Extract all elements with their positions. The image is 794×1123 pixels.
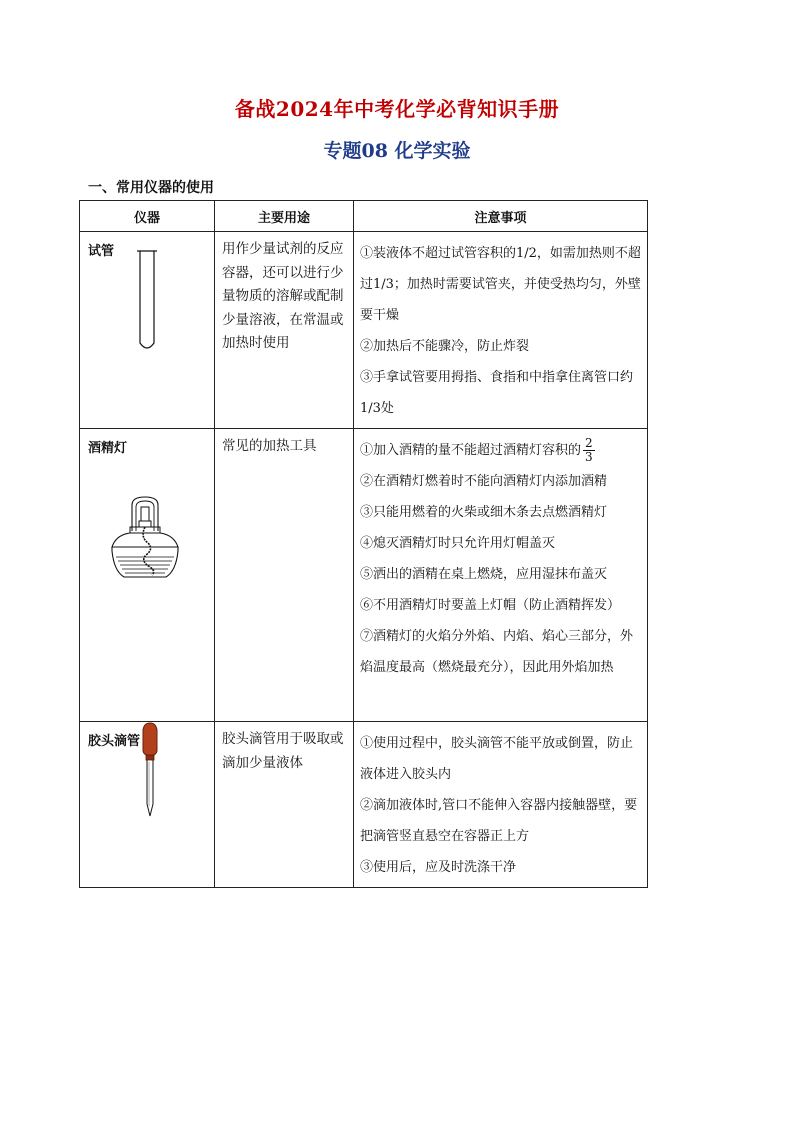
notes-cell: [354, 429, 648, 722]
instrument-name: 胶头滴管: [88, 734, 141, 749]
note-item: ③手拿试管要用拇指、食指和中指拿住离管口约1/3处: [360, 370, 634, 416]
notes-cell: [354, 232, 648, 429]
header-usage: 主要用途: [215, 201, 354, 232]
note-item: [360, 435, 641, 466]
instrument-name: 试管: [88, 244, 115, 259]
usage-cell: 胶头滴管用于吸取或滴加少量液体: [215, 722, 354, 888]
instrument-table: [79, 200, 648, 888]
note-item: ①装液体不超过试管容积的1/2，如需加热则不超过1/3；加热时需要试管夹，并使受热均匀，外壁要干燥: [360, 246, 641, 323]
header-notes: 注意事项: [354, 201, 648, 232]
table-row: [80, 429, 648, 722]
usage-cell: 常见的加热工具: [215, 429, 354, 722]
test-tube-icon: [136, 249, 158, 357]
instrument-cell: [80, 429, 215, 722]
document-title: 备战2024年中考化学必背知识手册: [234, 97, 560, 121]
table-header-row: [80, 201, 648, 232]
usage-cell: 用作少量试剂的反应容器，还可以进行少量物质的溶解或配制少量溶液，在常温或加热时使用: [215, 232, 354, 429]
dropper-icon: [138, 722, 162, 822]
note-item: ②加热后不能骤冷，防止炸裂: [360, 339, 530, 354]
fraction: [583, 437, 595, 464]
note-item: ⑤洒出的酒精在桌上燃烧，应用湿抹布盖灭: [360, 567, 608, 582]
instrument-name: 酒精灯: [88, 441, 128, 456]
header-instrument: 仪器: [80, 201, 215, 232]
note-item: ③只能用燃着的火柴或细木条去点燃酒精灯: [360, 505, 608, 520]
notes-cell: [354, 722, 648, 888]
note-item: ②滴加液体时,管口不能伸入容器内接触器壁，要把滴管竖直悬空在容器正上方: [360, 798, 638, 844]
fraction-numerator: 2: [585, 436, 593, 450]
note-text: ①加入酒精的量不能超过酒精灯容积的: [360, 443, 582, 458]
note-item: ③使用后，应及时洗涤干净: [360, 860, 517, 875]
note-item: ⑥不用酒精灯时要盖上灯帽（防止酒精挥发）: [360, 598, 621, 613]
note-item: ②在酒精灯燃着时不能向酒精灯内添加酒精: [360, 474, 608, 489]
instrument-cell: [80, 722, 215, 888]
instrument-cell: [80, 232, 215, 429]
alcohol-lamp-icon: [110, 493, 180, 583]
note-item: ④熄灭酒精灯时只允许用灯帽盖灭: [360, 536, 556, 551]
fraction-denominator: 3: [585, 450, 593, 464]
note-item: ①使用过程中，胶头滴管不能平放或倒置，防止液体进入胶头内: [360, 736, 634, 782]
table-row: [80, 232, 648, 429]
document-subtitle: 专题08 化学实验: [323, 140, 471, 162]
table-row: [80, 722, 648, 888]
note-item: ⑦酒精灯的火焰分外焰、内焰、焰心三部分，外焰温度最高（燃烧最充分），因此用外焰加热: [360, 629, 634, 675]
section-heading: 一、常用仪器的使用: [88, 180, 214, 196]
